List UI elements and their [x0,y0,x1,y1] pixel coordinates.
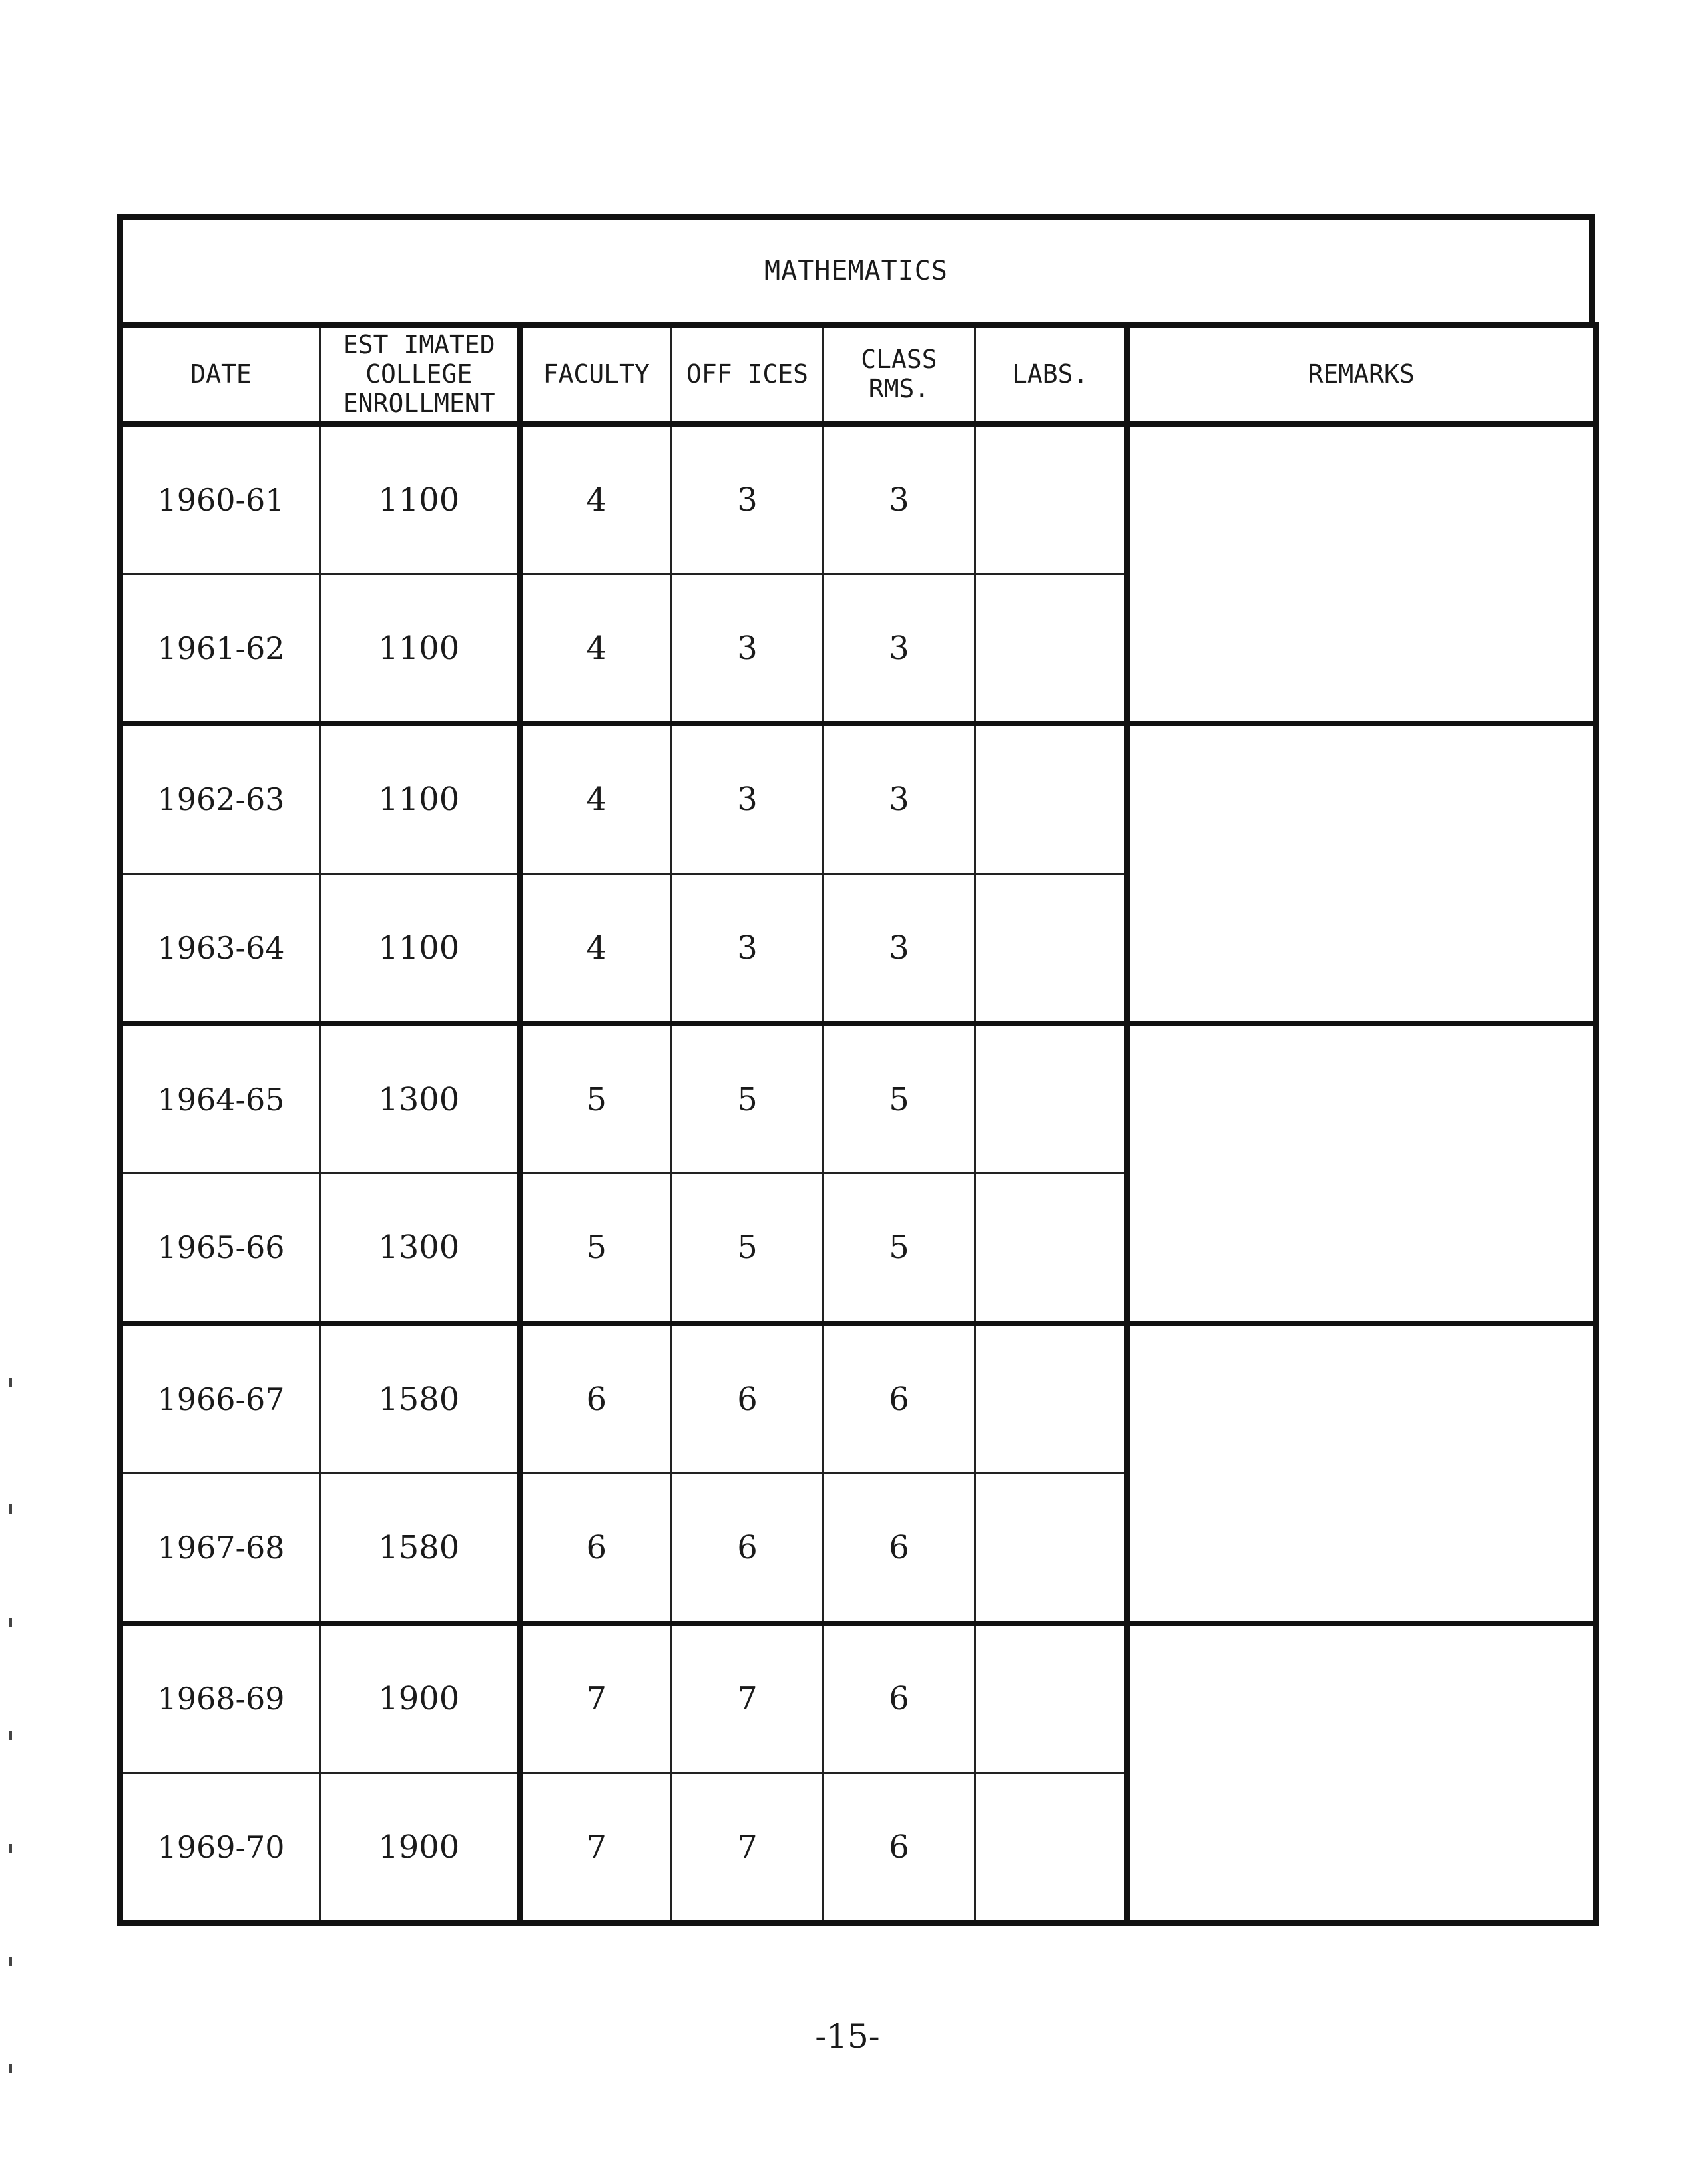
labs-cell [975,1473,1127,1623]
class-rooms-cell: 5 [824,1174,975,1323]
date-cell: 1965-66 [121,1174,320,1323]
header-labs: LABS. [975,325,1127,424]
page-number: -15- [815,2017,880,2056]
labs-cell [975,1323,1127,1473]
enrollment-cell: 1100 [320,874,520,1024]
table-row [121,1323,1596,1473]
enrollment-cell: 1900 [320,1624,520,1773]
labs-cell [975,574,1127,724]
date-cell: 1967-68 [121,1473,320,1623]
class-rooms-cell: 3 [824,874,975,1024]
date-cell: 1963-64 [121,874,320,1024]
class-rooms-cell: 6 [824,1323,975,1473]
enrollment-cell: 1100 [320,724,520,873]
table-row [121,1024,1596,1174]
offices-cell: 3 [672,874,824,1024]
mathematics-table-sheet [117,214,1599,1926]
offices-cell: 3 [672,424,824,574]
labs-cell [975,1024,1127,1174]
remarks-cell [1127,1624,1596,1924]
faculty-cell: 7 [520,1624,672,1773]
enrollment-cell: 1580 [320,1323,520,1473]
faculty-cell: 4 [520,574,672,724]
class-rooms-cell: 5 [824,1024,975,1174]
margin-mark [9,1844,12,1853]
date-cell: 1968-69 [121,1624,320,1773]
enrollment-cell: 1580 [320,1473,520,1623]
labs-cell [975,1773,1127,1924]
offices-cell: 5 [672,1024,824,1174]
enrollment-cell: 1100 [320,424,520,574]
remarks-cell [1127,1323,1596,1623]
header-enrollment-line: EST IMATED [342,330,495,359]
margin-mark [9,1618,12,1627]
faculty-cell: 6 [520,1323,672,1473]
class-rooms-cell: 6 [824,1473,975,1623]
date-cell: 1961-62 [121,574,320,724]
class-rooms-cell: 3 [824,574,975,724]
margin-mark [9,1957,12,1966]
header-offices: OFF ICES [672,325,824,424]
enrollment-cell: 1300 [320,1174,520,1323]
header-remarks: REMARKS [1127,325,1596,424]
offices-cell: 3 [672,574,824,724]
header-enrollment-line: ENROLLMENT [342,389,495,418]
header-class-rooms [824,325,975,424]
remarks-cell [1127,724,1596,1023]
class-rooms-cell: 6 [824,1624,975,1773]
header-enrollment [320,325,520,424]
enrollment-cell: 1900 [320,1773,520,1924]
labs-cell [975,424,1127,574]
margin-mark [9,1504,12,1514]
offices-cell: 6 [672,1323,824,1473]
faculty-cell: 6 [520,1473,672,1623]
class-rooms-cell: 3 [824,724,975,873]
header-class-rooms-line: CLASS [861,345,937,374]
enrollment-cell: 1100 [320,574,520,724]
margin-mark [9,1378,12,1387]
faculty-cell: 5 [520,1174,672,1323]
margin-mark [9,1731,12,1740]
offices-cell: 7 [672,1624,824,1773]
date-cell: 1960-61 [121,424,320,574]
date-cell: 1962-63 [121,724,320,873]
table-title: MATHEMATICS [117,214,1595,328]
faculty-cell: 5 [520,1024,672,1174]
table-row [121,1624,1596,1773]
labs-cell [975,1174,1127,1323]
header-faculty: FACULTY [520,325,672,424]
faculty-cell: 4 [520,874,672,1024]
faculty-cell: 7 [520,1773,672,1924]
enrollment-cell: 1300 [320,1024,520,1174]
date-cell: 1964-65 [121,1024,320,1174]
mathematics-table [117,322,1599,1926]
date-cell: 1969-70 [121,1773,320,1924]
header-enrollment-line: COLLEGE [365,359,473,389]
faculty-cell: 4 [520,424,672,574]
labs-cell [975,1624,1127,1773]
labs-cell [975,724,1127,873]
remarks-cell [1127,1024,1596,1323]
margin-mark [9,2064,12,2073]
header-row [121,325,1596,424]
table-row [121,424,1596,574]
date-cell: 1966-67 [121,1323,320,1473]
header-date: DATE [121,325,320,424]
remarks-cell [1127,424,1596,724]
offices-cell: 5 [672,1174,824,1323]
labs-cell [975,874,1127,1024]
offices-cell: 6 [672,1473,824,1623]
class-rooms-cell: 6 [824,1773,975,1924]
faculty-cell: 4 [520,724,672,873]
offices-cell: 7 [672,1773,824,1924]
class-rooms-cell: 3 [824,424,975,574]
offices-cell: 3 [672,724,824,873]
table-row [121,724,1596,873]
header-class-rooms-line: RMS. [868,374,930,403]
